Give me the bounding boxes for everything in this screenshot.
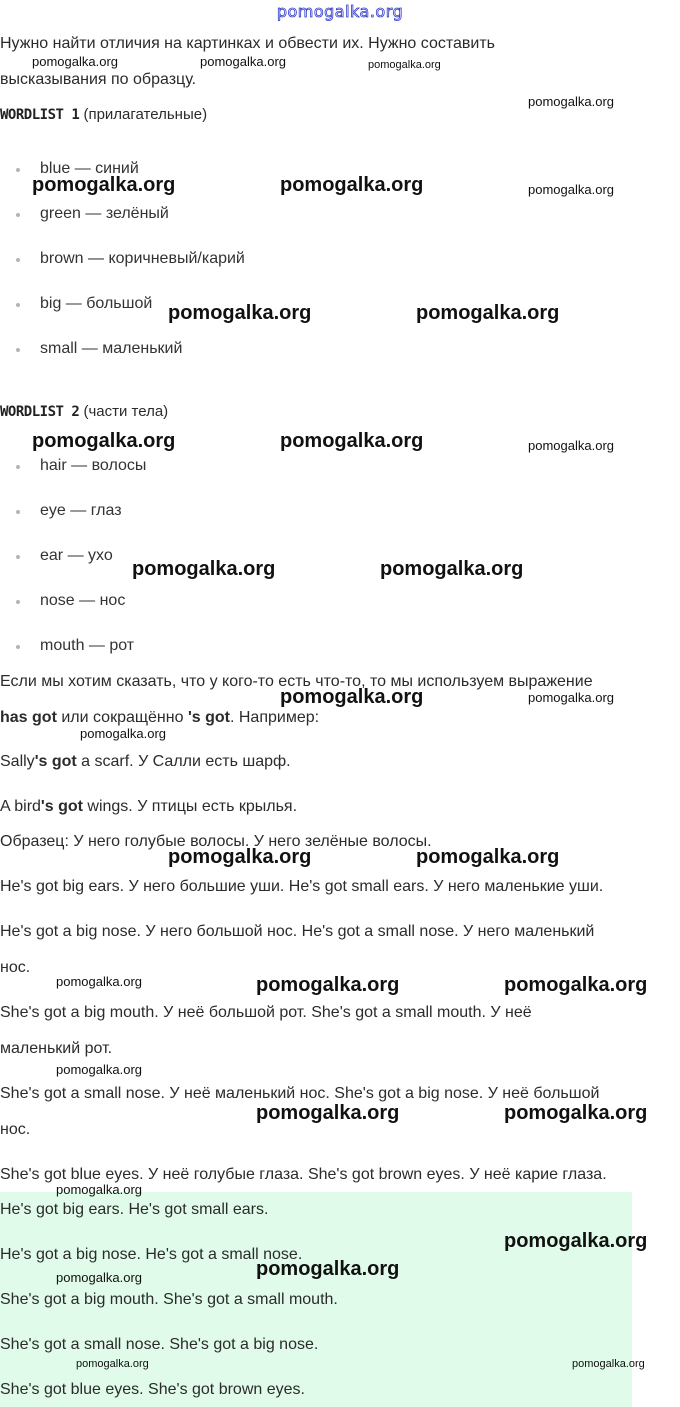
wordlist-1-item: brown — коричневый/карий bbox=[40, 250, 245, 267]
watermark: pomogalka.org bbox=[416, 302, 560, 324]
bullet-icon bbox=[16, 645, 20, 649]
sample-line: Образец: У него голубые волосы. У него зелёные волосы. bbox=[0, 833, 432, 850]
wordlist-1-item: small — маленький bbox=[40, 340, 183, 357]
bullet-icon bbox=[16, 600, 20, 604]
wordlist-2-item: eye — глаз bbox=[40, 502, 122, 519]
sentence-line: нос. bbox=[0, 959, 31, 976]
sentence-line: He's got a big nose. У него большой нос. He's got a small nose. У него маленький bbox=[0, 923, 595, 940]
wordlist-2-item: mouth — рот bbox=[40, 637, 135, 654]
sentence-line: маленький рот. bbox=[0, 1040, 113, 1057]
watermark: pomogalka.org bbox=[528, 690, 614, 705]
answer-line: He's got a big nose. He's got a small nose. bbox=[0, 1246, 303, 1263]
bullet-icon bbox=[16, 510, 20, 514]
s-got-term: 's got bbox=[187, 709, 230, 726]
wordlist-2-heading bbox=[0, 402, 168, 422]
sentence-line: He's got big ears. У него большие уши. He's got small ears. У него маленькие уши. bbox=[0, 878, 604, 895]
watermark: pomogalka.org bbox=[168, 302, 312, 324]
watermark: pomogalka.org bbox=[56, 1062, 142, 1077]
watermark: pomogalka.org bbox=[132, 558, 276, 580]
intro-line-1: Нужно найти отличия на картинках и обвести их. Нужно составить bbox=[0, 35, 495, 52]
sentence-line: нос. bbox=[0, 1121, 31, 1138]
wordlist-1-note: (прилагательные) bbox=[83, 106, 208, 123]
watermark: pomogalka.org bbox=[256, 974, 400, 996]
answer-line: She's got a big mouth. She's got a small mouth. bbox=[0, 1291, 338, 1308]
watermark: pomogalka.org bbox=[32, 430, 176, 452]
watermark: pomogalka.org bbox=[256, 1102, 400, 1124]
watermark: pomogalka.org bbox=[76, 1358, 149, 1370]
watermark: pomogalka.org bbox=[572, 1358, 645, 1370]
watermark: pomogalka.org bbox=[56, 974, 142, 989]
bullet-icon bbox=[16, 213, 20, 217]
wordlist-2-label: WORDLIST 2 bbox=[0, 404, 80, 420]
wordlist-2-item: hair — волосы bbox=[40, 457, 147, 474]
watermark: pomogalka.org bbox=[56, 1270, 142, 1285]
watermark: pomogalka.org bbox=[32, 54, 118, 69]
wordlist-2-item: ear — ухо bbox=[40, 547, 113, 564]
wordlist-2-note: (части тела) bbox=[83, 403, 169, 420]
wordlist-1-item: blue — синий bbox=[40, 160, 139, 177]
watermark: pomogalka.org bbox=[256, 1258, 400, 1280]
watermark: pomogalka.org bbox=[56, 1182, 142, 1197]
watermark: pomogalka.org bbox=[528, 94, 614, 109]
bullet-icon bbox=[16, 303, 20, 307]
watermark: pomogalka.org bbox=[528, 182, 614, 197]
watermark: pomogalka.org bbox=[504, 974, 648, 996]
explain-line-1: Если мы хотим сказать, что у кого-то есть что-то, то мы используем выражение bbox=[0, 673, 593, 690]
site-logo[interactable]: pomogalka.org bbox=[276, 2, 404, 21]
watermark: pomogalka.org bbox=[280, 430, 424, 452]
answer-line: She's got blue eyes. She's got brown eyes. bbox=[0, 1381, 305, 1398]
example-bird: A bird's got wings. У птицы есть крылья. bbox=[0, 798, 298, 815]
intro-line-2: высказывания по образцу. bbox=[0, 71, 197, 88]
bullet-icon bbox=[16, 348, 20, 352]
sentence-line: She's got blue eyes. У неё голубые глаза. She's got brown eyes. У неё карие глаза. bbox=[0, 1166, 607, 1183]
bullet-icon bbox=[16, 465, 20, 469]
watermark: pomogalka.org bbox=[416, 846, 560, 868]
sentence-line: She's got a big mouth. У неё большой рот. She's got a small mouth. У неё bbox=[0, 1004, 532, 1021]
watermark: pomogalka.org bbox=[168, 846, 312, 868]
answer-line: She's got a small nose. She's got a big nose. bbox=[0, 1336, 319, 1353]
wordlist-1-heading bbox=[0, 105, 207, 125]
watermark: pomogalka.org bbox=[368, 59, 441, 71]
watermark: pomogalka.org bbox=[504, 1102, 648, 1124]
watermark: pomogalka.org bbox=[32, 174, 176, 196]
sentence-line: She's got a small nose. У неё маленький нос. She's got a big nose. У неё большой bbox=[0, 1085, 600, 1102]
bullet-icon bbox=[16, 555, 20, 559]
watermark: pomogalka.org bbox=[200, 54, 286, 69]
watermark: pomogalka.org bbox=[80, 726, 166, 741]
watermark: pomogalka.org bbox=[280, 686, 424, 708]
bullet-icon bbox=[16, 258, 20, 262]
has-got-term: has got bbox=[0, 709, 57, 726]
example-sally: Sally's got a scarf. У Салли есть шарф. bbox=[0, 753, 291, 770]
explain-line-2: has got или сокращённо 's got. Например: bbox=[0, 709, 320, 726]
watermark: pomogalka.org bbox=[528, 438, 614, 453]
watermark: pomogalka.org bbox=[380, 558, 524, 580]
bullet-icon bbox=[16, 168, 20, 172]
answer-line: He's got big ears. He's got small ears. bbox=[0, 1201, 269, 1218]
watermark: pomogalka.org bbox=[504, 1230, 648, 1252]
wordlist-1-label: WORDLIST 1 bbox=[0, 107, 80, 123]
wordlist-1-item: big — большой bbox=[40, 295, 153, 312]
wordlist-1-item: green — зелёный bbox=[40, 205, 169, 222]
wordlist-2-item: nose — нос bbox=[40, 592, 126, 609]
watermark: pomogalka.org bbox=[280, 174, 424, 196]
